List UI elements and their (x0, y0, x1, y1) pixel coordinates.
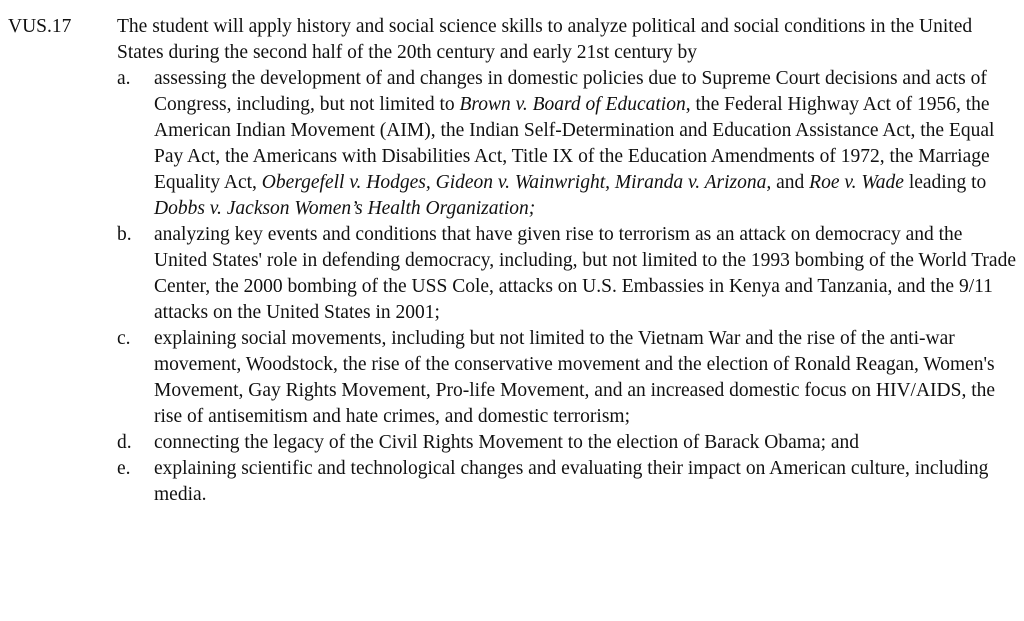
item-text-segment: connecting the legacy of the Civil Rights Movement to the election of Barack Obama; and (154, 432, 860, 453)
standard-item-b (117, 222, 1017, 326)
case-name-text: Dobbs v. Jackson Women’s Health Organization; (154, 198, 536, 219)
item-marker: b. (117, 224, 132, 245)
item-text (154, 222, 1017, 326)
item-marker: a. (117, 68, 131, 89)
standard-intro: The student will apply history and social science skills to analyze political and social conditions in the United States during the second half of the 20th century and early 21st century by (117, 16, 973, 63)
case-name-text: Roe v. Wade (809, 172, 904, 193)
item-text (154, 66, 1017, 222)
item-text-segment: leading to (903, 172, 987, 193)
standard-item-c (117, 326, 1017, 430)
item-text-segment: assessing the development of and changes in domestic policies due to Supreme Court decisions and acts of Congress, including, but not limited to (154, 68, 987, 115)
standard-item-e (117, 456, 1017, 508)
item-marker: c. (117, 328, 131, 349)
item-marker: e. (117, 458, 131, 479)
item-text-segment: explaining social movements, including but not limited to the Vietnam War and the rise of the anti-war movement, Woodstock, the rise of the conservative movement and the election of Ronald Reagan, Women's Movement, Gay Rights Movement, Pro-life Movement, and an increased domestic focus on HIV/AIDS, the rise of antisemitism and hate crimes, and domestic terrorism; (154, 328, 996, 427)
item-text-segment: , the Federal Highway Act of 1956, the American Indian Movement (AIM), the Indian Self-Determination and Education Assistance Act, the Equal Pay Act, the Americans with Disabilities Act, Title IX of the Education Amendments of 1972, the Marriage Equality Act, (154, 94, 995, 193)
item-text-segment: analyzing key events and conditions that have given rise to terrorism as an attack on democracy and the United States' role in defending democracy, including, but not limited to the 1993 bombing of the World Trade Center, the 2000 bombing of the USS Cole, attacks on U.S. Embassies in Kenya and Tanzania, and the 9/11 attacks on the United States in 2001; (154, 224, 1016, 323)
item-text (154, 430, 1017, 456)
case-name-text: Obergefell v. Hodges, Gideon v. Wainwright, Miranda v. Arizona, (261, 172, 772, 193)
item-text (154, 456, 1017, 508)
item-text-segment: explaining scientific and technological changes and evaluating their impact on American culture, including media. (154, 458, 989, 505)
case-name-text: Brown v. Board of Education (459, 94, 686, 115)
standard-item-a (117, 66, 1017, 222)
standard-item-list (117, 66, 1017, 508)
standard-item-d (117, 430, 1017, 456)
item-text-segment: and (771, 172, 810, 193)
standard-code: VUS.17 (8, 16, 72, 37)
standard-body (117, 14, 1017, 508)
item-text (154, 326, 1017, 430)
item-marker: d. (117, 432, 132, 453)
